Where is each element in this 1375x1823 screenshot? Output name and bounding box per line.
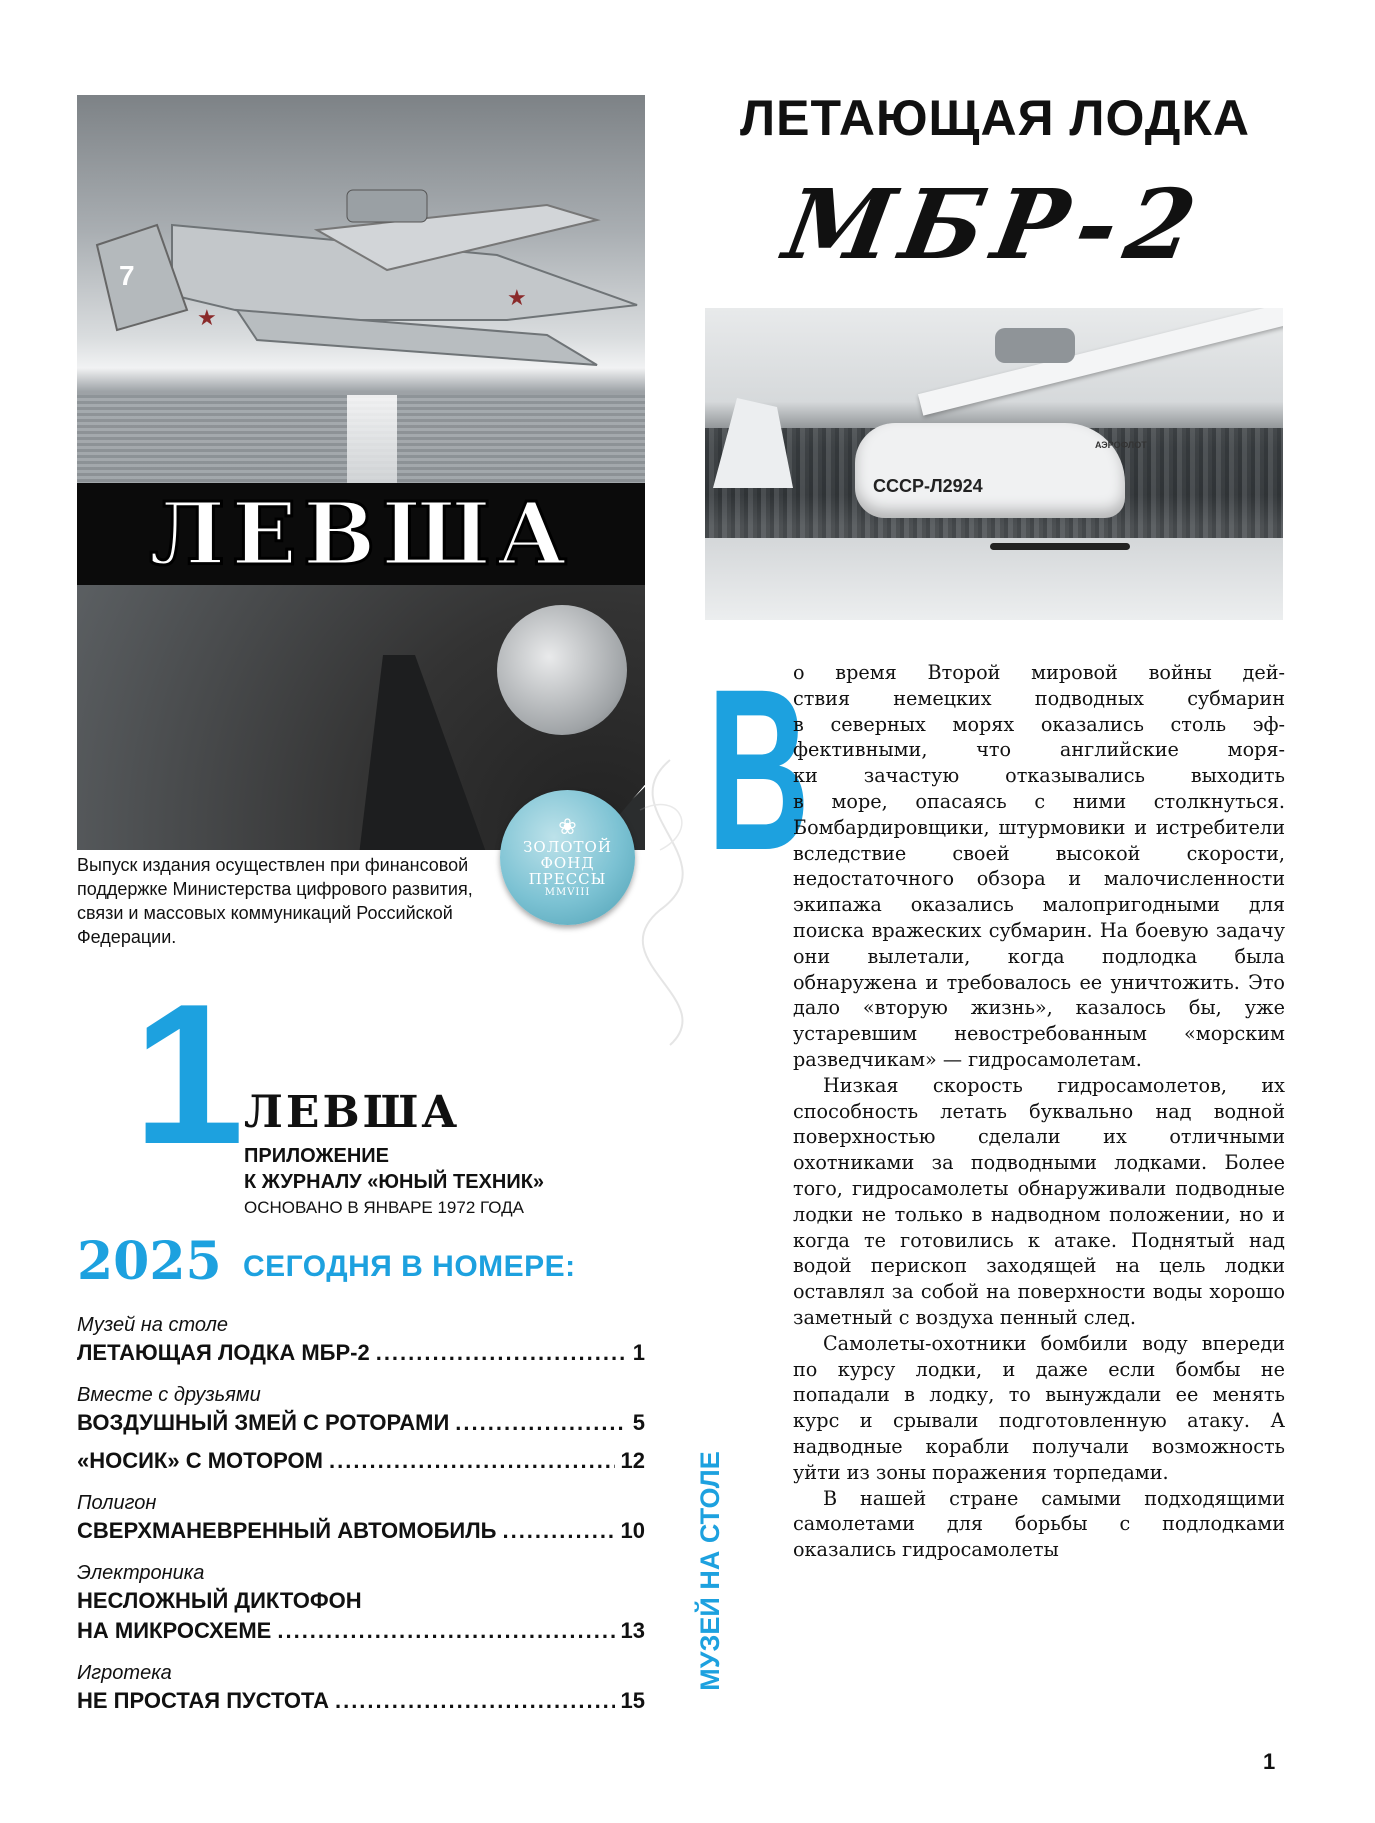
paragraph-3: Самолеты-охотники бомбили воду впереди по курсу лодки, и даже если бомбы не попадали в лодку, то вынуждали ее менять курс и срывали подготовленную атаку. А надводные корабли получали возможность уйти из зоны поражения торпедами. <box>793 1331 1285 1484</box>
toc-item[interactable] <box>77 1686 645 1716</box>
photo-label: АЭРОФЛОТ <box>1095 440 1147 450</box>
svg-text:★: ★ <box>197 305 217 330</box>
paragraph-4: В нашей стране самыми подходящими самолетами для борьбы с подлодками оказались гидросамолеты <box>793 1486 1285 1562</box>
toc-section: Игротека <box>77 1662 172 1684</box>
toc-item-page: 10 <box>620 1518 645 1543</box>
cover-image <box>77 95 645 850</box>
toc-item[interactable] <box>77 1338 645 1368</box>
toc-item-page: 12 <box>620 1448 645 1473</box>
text-line: в северных морях оказались столь эф- <box>793 712 1285 736</box>
paragraph-2: Низкая скорость гидросамолетов, их способность летать буквально над водной поверхностью сделали их отличными охотниками за подводными лодками. Более того, гидросамолеты обнаруживали подводные лодки не только в надводном положении, но и когда те готовились к атаке. Поднятый над водой перископ заходящей на цель лодки оставлял за собой на поверхности воды хорошо заметный с воздуха пенный след. <box>793 1073 1285 1329</box>
supplement-line-1: ПРИЛОЖЕНИЕ <box>244 1145 389 1167</box>
table-of-contents <box>77 1312 645 1716</box>
issue-year: 2025 <box>77 1231 222 1292</box>
toc-item-page: 15 <box>620 1688 645 1713</box>
section-rubric: МУЗЕЙ НА СТОЛЕ <box>695 1451 725 1691</box>
page-number: 1 <box>1263 1749 1276 1774</box>
toc-item-title: ЛЕТАЮЩАЯ ЛОДКА МБР-2 <box>77 1340 370 1365</box>
text-line: фективными, что английские моря- <box>793 738 1285 762</box>
toc-item-title: НЕ ПРОСТАЯ ПУСТОТА <box>77 1688 329 1713</box>
seal-text-3: ПРЕССЫ <box>528 869 607 888</box>
toc-section: Вместе с друзьями <box>77 1384 261 1406</box>
toc-item[interactable] <box>77 1586 645 1616</box>
magazine-logo: ЛЕВША <box>244 1087 461 1138</box>
lotus-icon: ❀ <box>558 814 577 840</box>
funding-caption: Выпуск издания осуществлен при финансовой поддержке Министерства цифрового развития, связи и массовых коммуникаций Российской Федерации. <box>77 855 473 947</box>
article-subtitle: МБР-2 <box>776 168 1214 281</box>
toc-item-title: «НОСИК» С МОТОРОМ <box>77 1448 323 1473</box>
photo-plane-hull <box>855 423 1125 518</box>
photo-registration: СССР-Л2924 <box>873 476 983 496</box>
issue-number: 1 <box>133 963 245 1186</box>
svg-text:★: ★ <box>507 285 527 310</box>
toc-section: Полигон <box>77 1492 157 1514</box>
toc-section: Электроника <box>77 1562 205 1584</box>
toc-item[interactable] <box>77 1616 645 1646</box>
text-line: ствия немецких подводных субмарин <box>793 686 1285 710</box>
toc-section: Музей на столе <box>77 1314 228 1336</box>
text-line: ки зачастую отказывались выходить <box>793 764 1285 788</box>
text-line: о время Второй мировой войны дей- <box>793 661 1285 684</box>
drop-cap: В <box>707 641 810 898</box>
toc-item-title: СВЕРХМАНЕВРЕННЫЙ АВТОМОБИЛЬ <box>77 1518 497 1543</box>
toc-item-page: 5 <box>632 1410 645 1435</box>
seal-text-2: ФОНД <box>540 853 595 872</box>
photo-water <box>705 538 1283 620</box>
photo-plane-ski <box>990 543 1130 550</box>
toc-item[interactable] <box>77 1408 645 1438</box>
article-body <box>715 660 1285 1563</box>
photo-plane-wing <box>918 308 1283 416</box>
toc-item-page: 13 <box>620 1618 645 1643</box>
toc-item[interactable] <box>77 1446 645 1476</box>
toc-item[interactable] <box>77 1516 645 1546</box>
contents-heading: СЕГОДНЯ В НОМЕРЕ: <box>243 1250 576 1283</box>
photo-plane-tail <box>713 398 793 488</box>
cover-flying-boat-illustration <box>77 95 645 485</box>
toc-item-title: ВОЗДУШНЫЙ ЗМЕЙ С РОТОРАМИ <box>77 1410 450 1435</box>
paragraph-1-lead <box>793 660 1285 815</box>
seal-text-4: MMVIII <box>544 886 591 898</box>
cover-logo: ЛЕВША <box>149 483 573 585</box>
seal-text-1: ЗОЛОТОЙ <box>523 837 612 856</box>
cover-plane-number: 7 <box>119 260 135 291</box>
paragraph-1-rest: Бомбардировщики, штурмовики и истребители вследствие своей высокой скорости, недостаточного обзора и малочисленности экипажа оказались малопригодными для поиска вражеских субмарин. На боевую задачу они вылетали, когда подлодка была обнаружена и требовалось ее уничтожить. Это дало «вторую жизнь», казалось бы, уже устаревшим невостребованным «морским разведчикам» — гидросамолетам. <box>793 815 1285 1071</box>
supplement-line-2: К ЖУРНАЛУ «ЮНЫЙ ТЕХНИК» <box>244 1171 545 1193</box>
toc-item-title: НА МИКРОСХЕМЕ <box>77 1618 272 1643</box>
founded-note: ОСНОВАНО В ЯНВАРЕ 1972 ГОДА <box>244 1198 524 1217</box>
toc-item-page: 1 <box>632 1340 645 1365</box>
text-line: в море, опасаясь с ними столкнуться. <box>793 789 1285 813</box>
article-title: ЛЕТАЮЩАЯ ЛОДКА <box>740 90 1250 146</box>
toc-item-title: НЕСЛОЖНЫЙ ДИКТОФОН <box>77 1588 362 1613</box>
photo-plane-engine <box>995 328 1075 363</box>
article-photo <box>705 308 1283 620</box>
cover-moon <box>497 605 627 735</box>
